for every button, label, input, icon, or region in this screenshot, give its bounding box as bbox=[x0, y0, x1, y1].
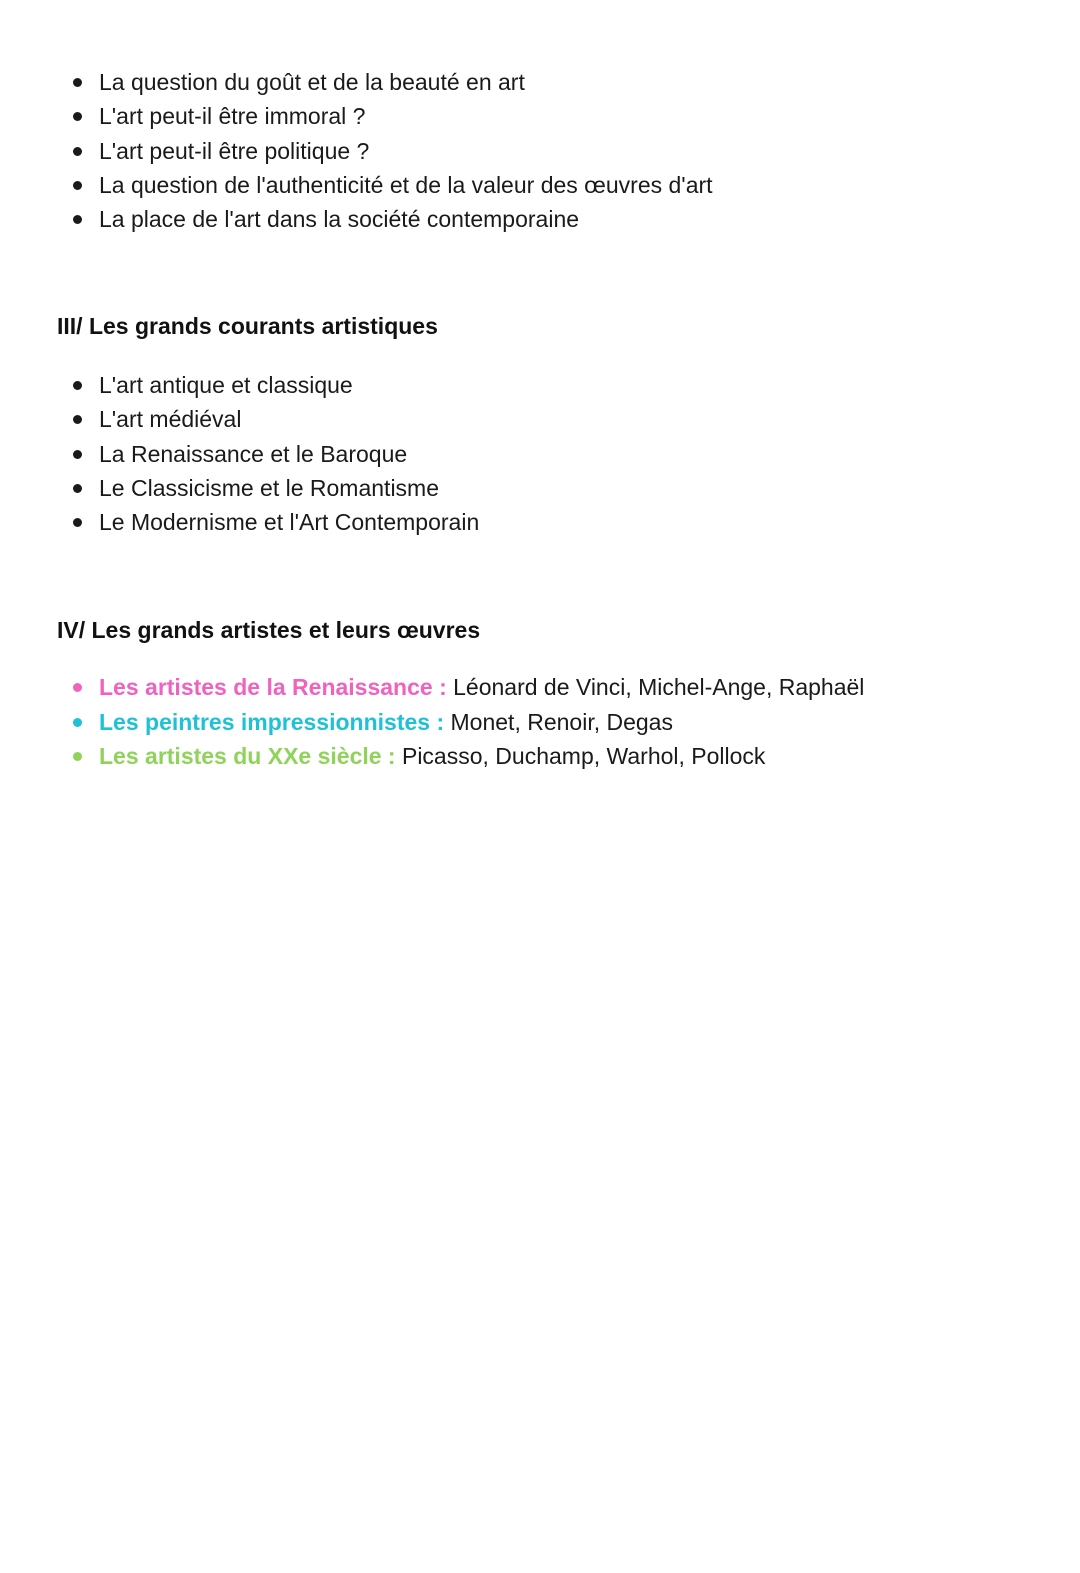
list-item bbox=[70, 65, 713, 99]
list-item bbox=[70, 739, 864, 774]
list-item bbox=[70, 134, 713, 168]
section-3-list bbox=[70, 368, 479, 539]
list-item bbox=[70, 402, 479, 436]
artist-names: Monet, Renoir, Degas bbox=[444, 708, 673, 735]
section-3-heading: III/ Les grands courants artistiques bbox=[57, 313, 438, 339]
artist-names: Picasso, Duchamp, Warhol, Pollock bbox=[395, 743, 766, 769]
list-item-text: L'art médiéval bbox=[99, 406, 242, 433]
bullet-icon bbox=[73, 415, 82, 424]
bullet-icon bbox=[73, 381, 82, 390]
bullet-icon bbox=[73, 518, 82, 527]
list-item bbox=[70, 670, 864, 705]
artist-group-label: Les artistes de la Renaissance : bbox=[99, 674, 447, 700]
list-item bbox=[70, 505, 479, 539]
artist-group-label: Les peintres impressionnistes : bbox=[99, 708, 445, 735]
bullet-icon bbox=[73, 484, 82, 493]
bullet-icon bbox=[73, 752, 82, 761]
list-item-text: L'art antique et classique bbox=[99, 372, 353, 398]
list-item-text: La question du goût et de la beauté en art bbox=[99, 69, 525, 95]
section-4-list bbox=[70, 670, 864, 774]
bullet-icon bbox=[73, 215, 82, 224]
list-item bbox=[70, 437, 479, 471]
list-item bbox=[70, 202, 713, 236]
bullet-icon bbox=[73, 718, 82, 727]
bullet-icon bbox=[73, 112, 82, 121]
artist-group-label: Les artistes du XXe siècle : bbox=[99, 743, 396, 769]
list-item-text: Le Modernisme et l'Art Contemporain bbox=[99, 509, 480, 536]
list-item-text: La place de l'art dans la société contemporaine bbox=[99, 206, 580, 233]
bullet-icon bbox=[73, 147, 82, 156]
bullet-icon bbox=[73, 450, 82, 459]
bullet-icon bbox=[73, 78, 82, 87]
bullet-icon bbox=[73, 181, 82, 190]
section-4-heading: IV/ Les grands artistes et leurs œuvres bbox=[57, 617, 481, 643]
list-item bbox=[70, 168, 713, 202]
section-2-list bbox=[70, 65, 713, 236]
bullet-icon bbox=[73, 683, 82, 692]
list-item bbox=[70, 99, 713, 133]
list-item-text: La question de l'authenticité et de la valeur des œuvres d'art bbox=[99, 171, 713, 198]
list-item-text: Le Classicisme et le Romantisme bbox=[99, 474, 440, 501]
list-item-text: L'art peut-il être immoral ? bbox=[99, 103, 366, 130]
list-item-text: La Renaissance et le Baroque bbox=[99, 440, 408, 467]
artist-names: Léonard de Vinci, Michel-Ange, Raphaël bbox=[446, 674, 865, 700]
list-item bbox=[70, 368, 479, 402]
list-item bbox=[70, 471, 479, 505]
list-item bbox=[70, 705, 864, 740]
list-item-text: L'art peut-il être politique ? bbox=[99, 137, 370, 164]
